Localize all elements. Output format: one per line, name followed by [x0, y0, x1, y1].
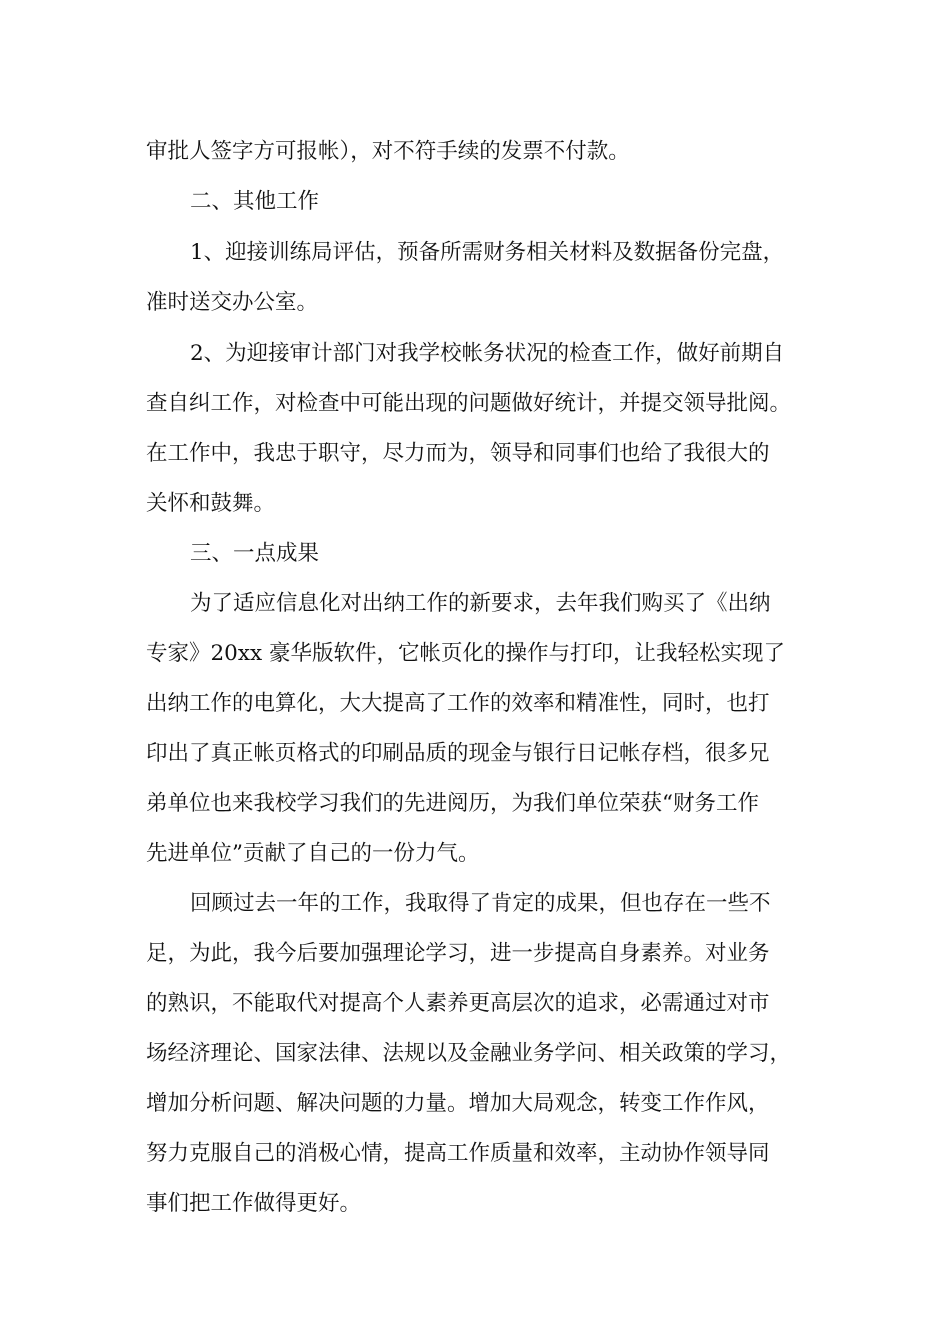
text-line-15: 先进单位”贡献了自己的一份力气。 — [146, 841, 480, 866]
text-line-4: 准时送交办公室。 — [146, 290, 319, 315]
section-heading-other-work: 二、其他工作 — [190, 189, 320, 214]
text-line-6: 查自纠工作，对检查中可能出现的问题做好统计，并提交领导批阅。 — [146, 391, 792, 416]
text-line-12: 出纳工作的电算化，大大提高了工作的效率和精准性，同时，也打 — [146, 691, 770, 716]
text-line-21: 努力克服自己的消极心情，提高工作质量和效率，主动协作领导同 — [146, 1141, 770, 1166]
text-line-1: 审批人签字方可报帐），对不符手续的发票不付款。 — [146, 139, 630, 164]
text-line-5: 2、为迎接审计部门对我学校帐务状况的检查工作，做好前期自 — [190, 341, 785, 366]
text-line-20: 增加分析问题、解决问题的力量。增加大局观念，转变工作作风， — [146, 1091, 770, 1116]
text-line-13: 印出了真正帐页格式的印刷品质的现金与银行日记帐存档，很多兄 — [146, 741, 770, 766]
text-line-3: 1、迎接训练局评估，预备所需财务相关材料及数据备份完盘， — [190, 240, 785, 265]
text-line-17: 足，为此，我今后要加强理论学习，进一步提高自身素养。对业务 — [146, 941, 770, 966]
text-line-8: 关怀和鼓舞。 — [146, 491, 276, 516]
text-line-22: 事们把工作做得更好。 — [146, 1191, 362, 1216]
section-heading-achievements: 三、一点成果 — [190, 541, 320, 566]
text-line-7: 在工作中，我忠于职守，尽力而为，领导和同事们也给了我很大的 — [146, 441, 770, 466]
text-line-19: 场经济理论、国家法律、法规以及金融业务学问、相关政策的学习， — [146, 1041, 792, 1066]
text-line-16: 回顾过去一年的工作，我取得了肯定的成果，但也存在一些不 — [190, 891, 771, 916]
text-line-10: 为了适应信息化对出纳工作的新要求，去年我们购买了《出纳 — [190, 591, 771, 616]
text-line-11: 专家》20xx 豪华版软件，它帐页化的操作与打印，让我轻松实现了 — [146, 641, 785, 666]
text-line-14: 弟单位也来我校学习我们的先进阅历，为我们单位荣获“财务工作 — [146, 791, 759, 816]
text-line-18: 的熟识，不能取代对提高个人素养更高层次的追求，必需通过对市 — [146, 991, 770, 1016]
